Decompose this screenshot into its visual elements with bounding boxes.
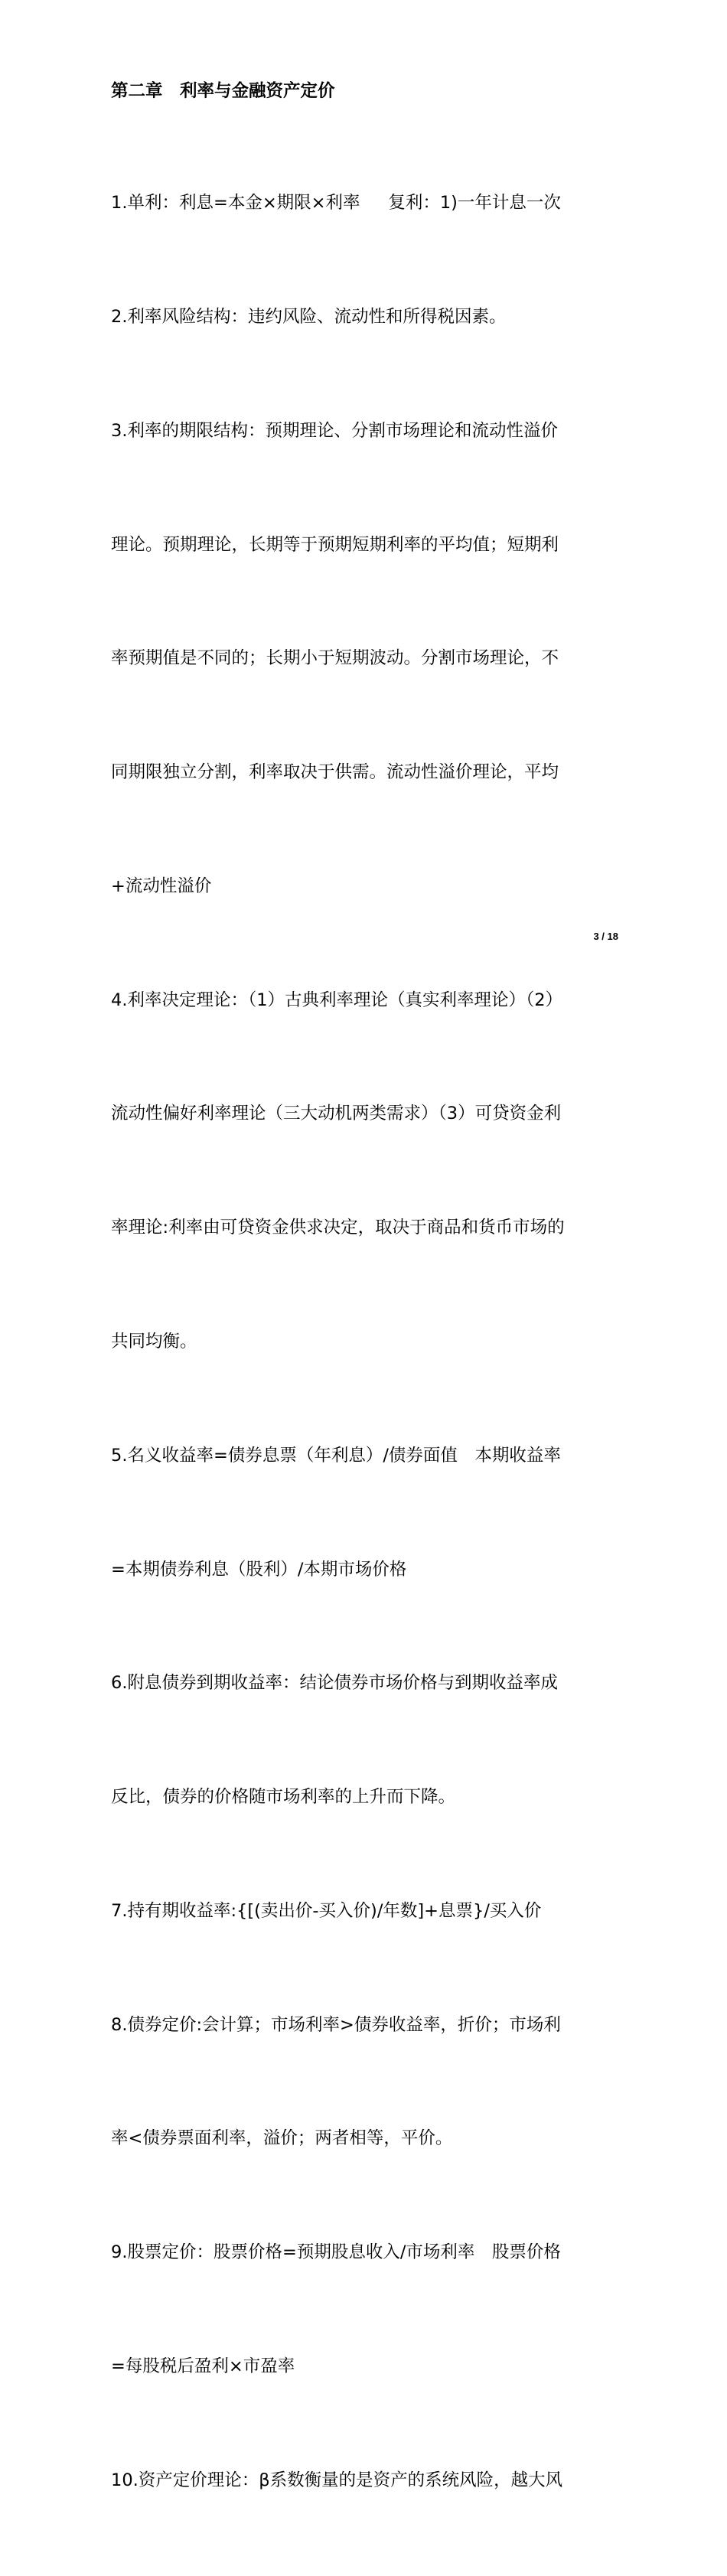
document-body	[111, 73, 620, 2576]
text-line: 6.附息债券到期收益率：结论债券市场价格与到期收益率成	[111, 1673, 558, 1694]
text-line: 7.持有期收益率:{[(卖出价-买入价)/年数]+息票}/买入价	[111, 1900, 542, 1921]
text-line: =本期债券利息（股利）/本期市场价格	[111, 1559, 407, 1580]
text-line: 10.资产定价理论：β系数衡量的是资产的系统风险，越大风	[111, 2470, 563, 2490]
text-line: 8.债券定价:会计算；市场利率>债券收益率，折价；市场利	[111, 2014, 561, 2035]
text-line: 2.利率风险结构：违约风险、流动性和所得税因素。	[111, 306, 507, 327]
text-line: 率预期值是不同的；长期小于短期波动。分割市场理论，不	[111, 648, 559, 669]
text-line: 3.利率的期限结构：预期理论、分割市场理论和流动性溢价	[111, 420, 558, 441]
text-line: +流动性溢价	[111, 876, 212, 896]
text-line: 流动性偏好利率理论（三大动机两类需求）（3）可贷资金利	[111, 1104, 562, 1124]
text-line: 9.股票定价：股票价格=预期股息收入/市场利率 股票价格	[111, 2242, 561, 2263]
page-number: 3 / 18	[593, 931, 618, 942]
body-text	[111, 109, 620, 2576]
text-line: =每股税后盈利×市盈率	[111, 2356, 295, 2377]
text-line: 率理论:利率由可贷资金供求决定，取决于商品和货币市场的	[111, 1218, 565, 1238]
text-line: 理论。预期理论，长期等于预期短期利率的平均值；短期利	[111, 534, 559, 555]
text-line: 共同均衡。	[111, 1332, 197, 1352]
text-line: 4.利率决定理论：（1）古典利率理论（真实利率理论）（2）	[111, 990, 563, 1010]
text-line: 反比，债券的价格随市场利率的上升而下降。	[111, 1787, 456, 1808]
text-line: 率<债券票面利率，溢价；两者相等，平价。	[111, 2128, 453, 2149]
text-line: 5.名义收益率=债券息票（年利息）/债券面值 本期收益率	[111, 1445, 561, 1466]
text-line: 1.单利：利息=本金×期限×利率 复利：1)一年计息一次	[111, 193, 561, 214]
chapter-heading: 第二章 利率与金融资产定价	[111, 81, 335, 101]
text-line: 同期限独立分割，利率取决于供需。流动性溢价理论，平均	[111, 762, 559, 783]
